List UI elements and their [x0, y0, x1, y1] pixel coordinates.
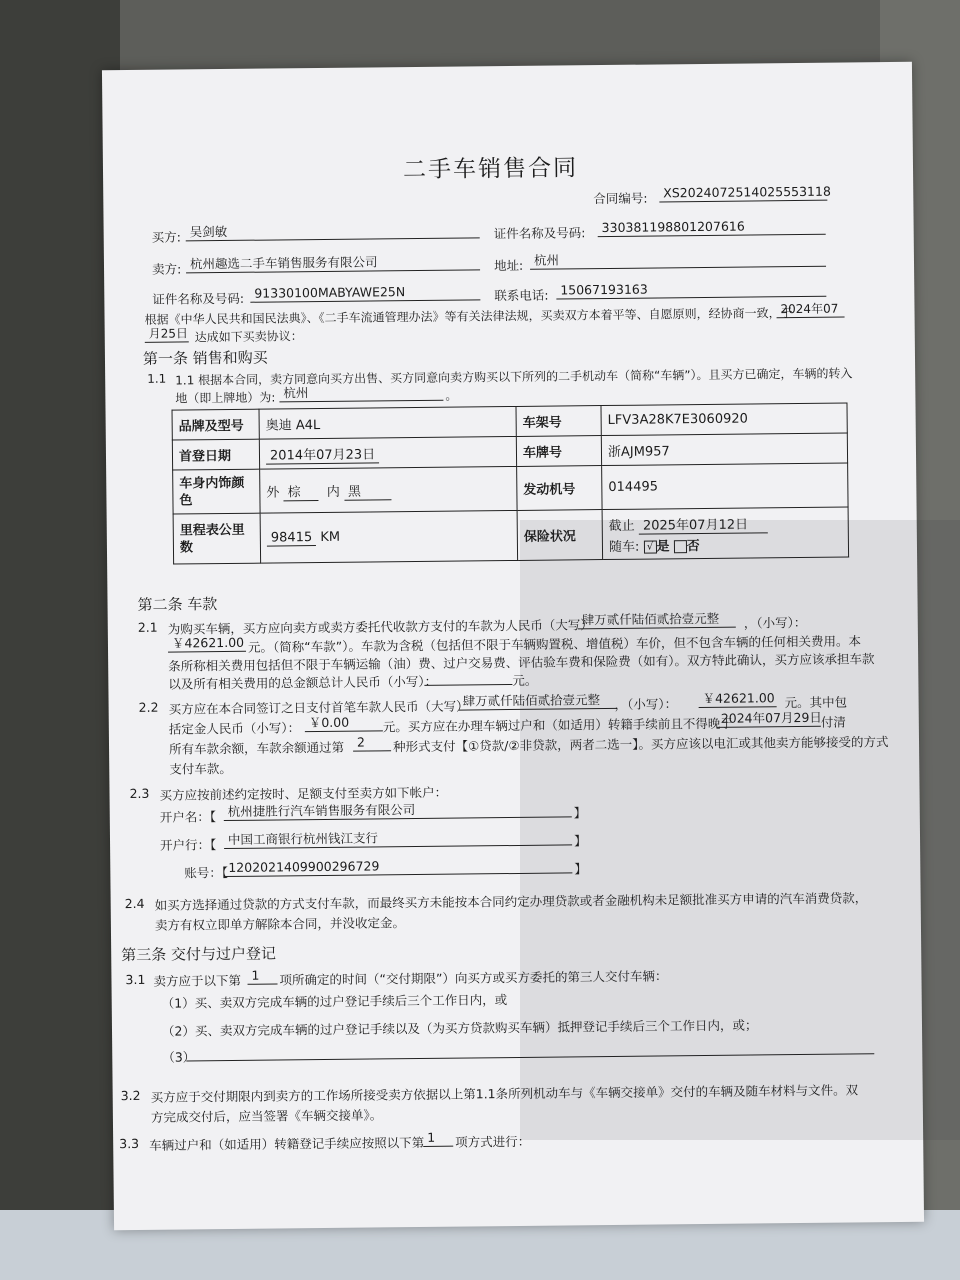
transfer-item: 1	[423, 1130, 453, 1147]
clause-2-3-number: 2.3	[129, 785, 150, 802]
clause-3-3-number: 3.3	[119, 1135, 140, 1152]
clause-3-1-option-3: （3）	[162, 1049, 196, 1065]
destination-city: 杭州	[279, 384, 443, 403]
seller-id-label: 证件名称及号码:	[152, 290, 245, 307]
vin-value: LFV3A28K7E3060920	[601, 403, 847, 436]
outer-color: 棕	[283, 485, 318, 501]
payment-method: 2	[353, 734, 391, 751]
clause-3-1-line-1b: 项所确定的时间（“交付期限”）向买方或买方委托的第三人交付车辆：	[279, 968, 668, 988]
clause-2-2-line-3: 所有车款余额，车款余额通过第	[168, 739, 345, 757]
clause-3-2-line-2: 方完成交付后，应当签署《车辆交接单》。	[150, 1107, 383, 1125]
clause-2-2-line-2b: 元。买方应在办理车辆过户和（如适用）转籍手续前且不得晚于	[382, 715, 733, 735]
intro-text: 根据《中华人民共和国民法典》、《二手车流通管理办法》等有关法律法规，买卖双方本着平等、自愿原则，经协商一致，于	[144, 306, 793, 327]
no-checkbox	[674, 540, 687, 553]
outer-color-label: 外	[266, 485, 280, 501]
clause-2-2-number: 2.2	[138, 699, 159, 715]
intro-date-b: 月25日	[145, 325, 189, 342]
color-cell	[260, 466, 517, 513]
contract-paper	[102, 62, 924, 1230]
first-reg-cell	[259, 436, 516, 469]
account-number: 1202021409900296729	[224, 856, 572, 877]
clause-2-4-line-2: 卖方有权立即单方解除本合同，并没收定金。	[154, 915, 405, 933]
clause-2-2-small: ，（小写）：	[614, 696, 678, 712]
no-label: 否	[686, 538, 700, 554]
contract-no-label: 合同编号:	[593, 190, 648, 207]
with-car-label: 随车:	[608, 539, 640, 555]
engine-label: 发动机号	[517, 466, 602, 511]
first-reg-value: 2014年07月23日	[266, 447, 379, 464]
clause-2-2-line-2: 括定金人民币（小写）：	[168, 720, 301, 737]
account-bank: 中国工商银行杭州钱江支行	[224, 828, 572, 849]
buyer-id: 330381198801207616	[598, 218, 826, 237]
deposit-amount: ￥0.00	[305, 714, 383, 732]
clause-2-1-line-4: 以及所有相关费用的总金额总计人民币（小写）：	[168, 673, 438, 692]
account-no-label: 账号：【	[184, 864, 229, 881]
contract-title: 二手车销售合同	[402, 155, 579, 184]
clause-2-1-end: 元。	[512, 672, 538, 689]
clause-2-2-line-4: 支付车款。	[169, 760, 232, 777]
clause-1-1-end: 。	[445, 388, 458, 403]
article-3-title: 第三条 交付与过户登记	[121, 944, 277, 965]
first-reg-label: 首登日期	[172, 439, 259, 470]
clause-2-2-line-1: 买方应在本合同签订之日支付首笔车款人民币（大写）	[168, 698, 469, 717]
plate-label: 车牌号	[516, 436, 601, 467]
brand-value: 奥迪 A4L	[259, 406, 516, 439]
price-lower: ￥42621.00	[168, 635, 246, 653]
account-bank-close: 】	[573, 833, 587, 849]
buyer-id-label: 证件名称及号码:	[493, 225, 586, 242]
insurance-cell	[602, 507, 849, 560]
mileage-value: 98415	[267, 530, 317, 547]
account-name-close: 】	[573, 805, 587, 821]
total-amount-blank	[424, 668, 512, 686]
buyer-label: 买方:	[151, 229, 181, 245]
clause-1-1-number: 1.1	[147, 371, 167, 386]
pay-deadline: 2024年07月29日	[717, 710, 821, 728]
option-3-blank	[186, 1037, 874, 1061]
clause-2-1-line-1: 为购买车辆，买方应向卖方或卖方委托代收款方支付的车款为人民币（大写）	[167, 617, 593, 637]
account-bank-label: 开户行：【	[159, 837, 217, 853]
yes-label: 是	[656, 538, 670, 554]
price-upper: 肆万贰仟陆佰贰拾壹元整	[578, 611, 736, 630]
clause-3-1-option-1: （1）买、卖双方完成车辆的过户登记手续后三个工作日内，或	[161, 992, 508, 1011]
seller-id: 91330100MABYAWE25N	[250, 283, 480, 302]
insurance-until: 2025年07月12日	[639, 517, 768, 534]
clause-2-1-small: ，（小写）：	[743, 614, 807, 631]
article-1-title: 第一条 销售和购买	[142, 348, 268, 368]
plate-value: 浙AJM957	[601, 433, 847, 466]
clause-3-1-number: 3.1	[125, 971, 146, 988]
vehicle-info-table	[172, 402, 850, 564]
first-pay-lower: ￥42621.00	[698, 690, 776, 708]
buyer-name: 吴剑敏	[186, 221, 480, 241]
clause-3-1-option-2: （2）买、卖双方完成车辆的过户登记手续以及（为买方贷款购买车辆）抵押登记手续后三个工作日内，或；	[161, 1017, 758, 1039]
account-no-close: 】	[574, 861, 587, 877]
insurance-label: 保险状况	[517, 510, 603, 561]
yes-checkbox: √	[643, 540, 656, 553]
insurance-until-label: 截止	[608, 518, 635, 534]
clause-3-2-line-1: 买方应于交付期限内到卖方的工作场所接受卖方依据以上第1.1条所列机动车与《车辆交接单》交付的车辆及随车材料与文件。双	[150, 1082, 859, 1105]
contract-no: XS2024072514025553118	[659, 184, 827, 203]
address: 杭州	[530, 250, 826, 270]
account-name-label: 开户名：【	[159, 809, 217, 825]
clause-3-2-number: 3.2	[120, 1087, 141, 1104]
clause-2-2-line-1-end: 元。其中包	[784, 694, 848, 711]
account-name: 杭州捷胜行汽车销售服务有限公司	[224, 800, 572, 821]
clause-2-1-line-3: 条所称相关费用包括但不限于车辆运输（油）费、过户交易费、评估验车费和保险费（如有）。双方特此确认，买方应该承担车款	[168, 651, 875, 674]
color-label: 车身内饰颜色	[173, 469, 260, 514]
clause-2-1-number: 2.1	[137, 619, 158, 635]
brand-label: 品牌及型号	[172, 409, 259, 440]
clause-3-1-line-1: 卖方应于以下第	[153, 972, 242, 989]
clause-2-4-line-1: 如买方选择通过贷款的方式支付车款，而最终买方未能按本合同约定办理贷款或者金融机构未足额批准买方申请的汽车消费贷款，	[154, 890, 868, 913]
clause-1-1-line-2: 地（即上牌地）为:	[175, 390, 276, 406]
seller-label: 卖方:	[151, 261, 182, 277]
intro-date-a: 2024年07	[776, 301, 844, 319]
mileage-unit: KM	[320, 529, 341, 546]
address-label: 地址:	[493, 257, 524, 274]
mileage-label: 里程表公里数	[173, 513, 261, 564]
clause-2-2-line-3b: 种形式支付【①贷款/②非贷款，两者二选一】。买方应该以电汇或其他卖方能够接受的方式	[392, 734, 889, 755]
clause-2-2-line-2c: 付清	[820, 714, 846, 730]
clause-3-3-line-1: 车辆过户和（如适用）转籍登记手续应按照以下第	[149, 1134, 425, 1153]
inner-color-label: 内	[326, 484, 340, 500]
engine-value: 014495	[602, 463, 848, 510]
mileage-cell	[260, 510, 518, 563]
background-left	[0, 0, 120, 1280]
intro-text-2: 达成如下买卖协议：	[194, 329, 303, 345]
phone-label: 联系电话:	[494, 287, 549, 304]
clause-2-3-line-1: 买方应按前述约定按时、足额支付至卖方如下帐户：	[159, 784, 448, 803]
clause-1-1-line-1: 1.1 根据本合同，卖方同意向买方出售、买方同意向卖方购买以下所列的二手机动车（简称“车辆”）。且买方已确定，车辆的转入	[175, 366, 853, 388]
clause-3-3-line-1b: 项方式进行：	[455, 1133, 531, 1150]
delivery-item: 1	[247, 967, 277, 984]
vin-label: 车架号	[516, 406, 601, 437]
clause-2-1-line-2: 元。（简称“车款”）。车款为含税（包括但不限于车辆购置税、增值税）车价，但不包含车辆的任何相关费用。本	[247, 633, 862, 655]
article-2-title: 第二条 车款	[137, 595, 218, 614]
first-pay-upper: 肆万贰仟陆佰贰拾壹元整	[458, 692, 616, 711]
phone: 15067193163	[556, 280, 826, 300]
seller-name: 杭州趣选二手车销售服务有限公司	[186, 253, 480, 273]
clause-2-4-number: 2.4	[124, 895, 145, 912]
inner-color: 黑	[344, 484, 391, 500]
